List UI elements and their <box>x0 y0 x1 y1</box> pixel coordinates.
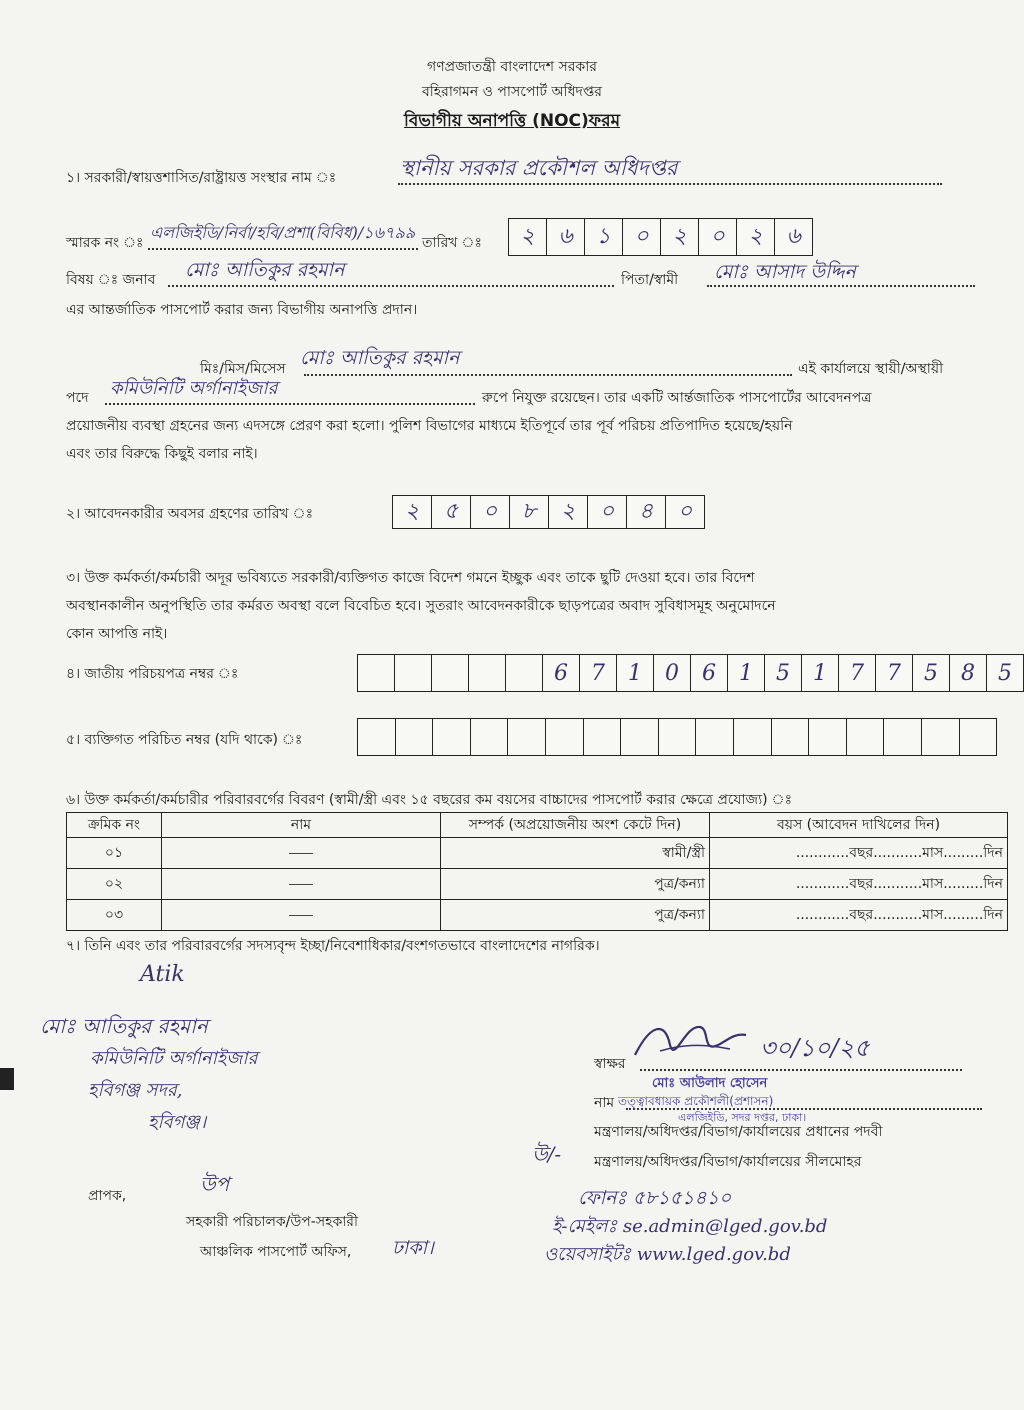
memo-value: এলজিইডি/নির্বা/হবি/প্রশা(বিবিধ)/১৬৭৯৯ <box>150 223 416 242</box>
recipient-line1: সহকারী পরিচালক/উপ-সহকারী <box>186 1214 359 1230</box>
pin-digit-cell <box>546 719 584 755</box>
pin-digit-cell <box>659 719 697 755</box>
seal-handwriting: উ/- <box>532 1142 562 1166</box>
date-digit-cell: ৬ <box>786 223 801 249</box>
nid-digit-cell: 6 <box>691 655 728 691</box>
retirement-date-boxes <box>392 495 705 529</box>
nid-digit-cell: 1 <box>728 655 765 691</box>
pin-label: ৫। ব্যক্তিগত পরিচিত নম্বর (যদি থাকে) ঃ <box>66 732 303 748</box>
pin-digit-cell <box>772 719 810 755</box>
pin-digit-cell <box>396 719 434 755</box>
pin-digit-cell <box>471 719 509 755</box>
scan-edge-mark <box>0 1068 14 1090</box>
nid-digit-cell: 7 <box>580 655 617 691</box>
nid-digit-cell <box>395 655 432 691</box>
recipient-line2: আঞ্চলিক পাসপোর্ট অফিস, <box>200 1244 352 1260</box>
row-name <box>162 838 441 869</box>
org-name-value: স্থানীয় সরকার প্রকৌশল অধিদপ্তর <box>400 156 678 180</box>
nid-boxes <box>357 654 1024 692</box>
retirement-digit-cell: ২ <box>549 496 588 528</box>
pin-digit-cell <box>960 719 997 755</box>
post-label: পদে <box>66 390 89 406</box>
nid-digit-cell <box>358 655 395 691</box>
recipient-label: প্রাপক, <box>88 1188 127 1204</box>
nid-digit-cell: 0 <box>654 655 691 691</box>
stamp-title: তত্ত্বাবধায়ক প্রকৌশলী(প্রশাসন) <box>618 1094 774 1108</box>
salutation-label: মিঃ/মিস/মিসেস <box>200 361 286 377</box>
name-dash <box>289 853 313 854</box>
pin-digit-cell <box>508 719 546 755</box>
recipient-handwriting: উপ <box>200 1172 230 1196</box>
family-table <box>66 812 1008 931</box>
table-row <box>67 869 1008 900</box>
retirement-digit-cell: ৮ <box>510 496 549 528</box>
applicant-post: কমিউনিটি অর্গানাইজার <box>90 1048 258 1069</box>
retirement-digit-cell: ২ <box>393 496 432 528</box>
officer-signature <box>630 1015 750 1067</box>
family-label: ৬। উক্ত কর্মকর্তা/কর্মচারীর পরিবারবর্গের বিবরণ (স্বামী/স্ত্রী এবং ১৫ বছরের কম বয়সের বাচ্চাদের পাসপোর্ট করার ক্ষেত্রে প্রযোজ্য) ঃ <box>66 792 793 808</box>
row-age: ............বছর...........মাস.........দিন <box>710 900 1008 931</box>
designation-label: মন্ত্রণালয়/অধিদপ্তর/বিভাগ/কার্যালয়ের প্রধানের পদবী <box>594 1124 883 1140</box>
retirement-digit-cell: ০ <box>471 496 510 528</box>
applicant-initials: Atik <box>140 962 185 987</box>
row-serial: ০১ <box>67 838 162 869</box>
body-line3: এবং তার বিরুদ্ধে কিছুই বলার নাই। <box>66 446 258 462</box>
retirement-digit-cell: ০ <box>588 496 627 528</box>
pin-digit-cell <box>809 719 847 755</box>
nid-digit-cell <box>506 655 543 691</box>
pin-digit-cell <box>433 719 471 755</box>
date-digit-cell: ২ <box>661 219 699 255</box>
person-name-value: মোঃ আতিকুর রহমান <box>300 347 460 369</box>
date-digit-cell: ০ <box>623 219 661 255</box>
nid-digit-cell: 8 <box>950 655 987 691</box>
nid-digit-cell <box>432 655 469 691</box>
retirement-digit-cell: ৫ <box>432 496 471 528</box>
subject-label: বিষয় ঃ জনাব <box>66 272 156 288</box>
table-row <box>67 900 1008 931</box>
citizenship-statement: ৭। তিনি এবং তার পরিবারবর্গের সদস্যবৃন্দ ইচ্ছা/নিবেশাধিকার/বংশগতভাবে বাংলাদেশের নাগরিক। <box>66 938 600 954</box>
row-serial: ০২ <box>67 869 162 900</box>
stamp-office: এলজিইডি, সদর দপ্তর, ঢাকা। <box>678 1111 807 1124</box>
subject-purpose: এর আন্তর্জাতিক পাসপোর্ট করার জন্য বিভাগীয় অনাপত্তি প্রদান। <box>66 302 418 318</box>
pin-digit-cell <box>584 719 622 755</box>
date-digit-cell: ৬ <box>547 219 585 255</box>
row-relation: পুত্র/কন্যা <box>441 900 710 931</box>
row-relation: পুত্র/কন্যা <box>441 869 710 900</box>
post-value: কমিউনিটি অর্গানাইজার <box>110 378 278 399</box>
father-value: মোঃ আসাদ উদ্দিন <box>714 261 856 283</box>
department-header: বহিরাগমন ও পাসপোর্ট অধিদপ্তর <box>421 84 603 100</box>
date-digit-cell: ০ <box>699 219 737 255</box>
date-digit-cell: ২ <box>509 219 547 255</box>
field3-line1: ৩। উক্ত কর্মকর্তা/কর্মচারী অদূর ভবিষ্যতে সরকারী/ব্যক্তিগত কাজে বিদেশ গমনে ইচ্ছুক এবং তাকে ছুটি দেওয়া হবে। তার বিদেশ <box>66 570 755 586</box>
government-header: গণপ্রজাতন্ত্রী বাংলাদেশ সরকার <box>427 59 597 75</box>
row-relation: স্বামী/স্ত্রী <box>441 838 710 869</box>
retirement-digit-cell: ৪ <box>627 496 666 528</box>
nid-digit-cell: 5 <box>998 660 1012 686</box>
nid-digit-cell: 7 <box>839 655 876 691</box>
office-status-text: এই কার্যালয়ে স্থায়ী/অস্থায়ী <box>798 361 944 377</box>
pin-digit-cell <box>922 719 960 755</box>
col-serial: ক্রমিক নং <box>67 813 162 838</box>
pin-digit-cell <box>884 719 922 755</box>
nid-digit-cell: 5 <box>765 655 802 691</box>
field3-line2: অবস্থানকালীন অনুপস্থিতি তার কর্মরত অবস্থা বলে বিবেচিত হবে। সুতরাং আবেদনকারীকে ছাড়পত্রের অবাদ সুবিধাসমূহ অনুমোদনে <box>66 598 776 614</box>
row-name <box>162 900 441 931</box>
office-phone: ফোনঃ ৫৮১৫১৪১০ <box>578 1187 732 1209</box>
memo-label: স্মারক নং ঃ <box>66 235 144 251</box>
col-relation: সম্পর্ক (অপ্রয়োজনীয় অংশ কেটে দিন) <box>441 813 710 838</box>
row-serial: ০৩ <box>67 900 162 931</box>
nid-digit-cell: 5 <box>913 655 950 691</box>
memo-date-boxes <box>508 218 813 256</box>
retirement-digit-cell: ০ <box>677 498 693 524</box>
pin-digit-cell <box>696 719 734 755</box>
date-digit-cell: ২ <box>737 219 775 255</box>
nid-label: ৪। জাতীয় পরিচয়পত্র নম্বর ঃ <box>66 666 239 682</box>
nid-digit-cell: 1 <box>617 655 654 691</box>
date-digit-cell: ১ <box>585 219 623 255</box>
subject-name-value: মোঃ আতিকুর রহমান <box>185 259 345 281</box>
body-line2: প্রয়োজনীয় ব্যবস্থা গ্রহনের জন্য এদসঙ্গে প্রেরণ করা হলো। পুলিশ বিভাগের মাধ্যমে ইতিপূর্বে তার পূর্ব পরিচয় প্রতিপাদিত হয়েছে/হয়নি <box>66 418 793 434</box>
pin-digit-cell <box>734 719 772 755</box>
stamp-name: মোঃ আউলাদ হোসেন <box>652 1076 768 1091</box>
pin-digit-cell <box>621 719 659 755</box>
pin-digit-cell <box>358 719 396 755</box>
org-name-label: ১। সরকারী/স্বায়ত্তশাসিত/রাষ্ট্রায়ত্ত সংস্থার নাম ঃ <box>66 170 337 186</box>
body-line1-rest: রুপে নিযুক্ত রয়েছেন। তার একটি আর্ন্তজাতিক পাসপোর্টের আবেদনপত্র <box>482 390 872 406</box>
signature-date: ৩০/১০/২৫ <box>760 1034 870 1062</box>
recipient-city: ঢাকা। <box>392 1237 434 1259</box>
memo-line <box>148 248 418 250</box>
col-age: বয়স (আবেদন দাখিলের দিন) <box>710 813 1008 838</box>
seal-label: মন্ত্রণালয়/অধিদপ্তর/বিভাগ/কার্যালয়ের সীলমোহর <box>594 1154 862 1170</box>
nid-digit-cell: 1 <box>802 655 839 691</box>
signature-label: স্বাক্ষর <box>594 1056 626 1072</box>
retirement-date-label: ২। আবেদনকারীর অবসর গ্রহণের তারিখ ঃ <box>66 506 314 522</box>
col-name: নাম <box>162 813 441 838</box>
field3-line3: কোন আপত্তি নাই। <box>66 626 168 642</box>
memo-date-label: তারিখ ঃ <box>422 235 482 251</box>
applicant-district: হবিগঞ্জ। <box>148 1112 207 1133</box>
applicant-name: মোঃ আতিকুর রহমান <box>40 1014 208 1038</box>
nid-digit-cell <box>469 655 506 691</box>
table-row <box>67 838 1008 869</box>
name-dash <box>289 915 313 916</box>
row-age: ............বছর...........মাস.........দিন <box>710 838 1008 869</box>
row-age: ............বছর...........মাস.........দিন <box>710 869 1008 900</box>
office-website: ওয়েবসাইটঃ www.lged.gov.bd <box>544 1244 791 1265</box>
row-name <box>162 869 441 900</box>
office-email: ই-মেইলঃ se.admin@lged.gov.bd <box>552 1216 828 1237</box>
form-title: বিভাগীয় অনাপত্তি (NOC)ফরম <box>403 111 621 131</box>
name-label: নাম <box>594 1095 615 1111</box>
applicant-office: হবিগঞ্জ সদর, <box>88 1080 183 1101</box>
nid-digit-cell: 6 <box>543 655 580 691</box>
name-dash <box>289 884 313 885</box>
pin-boxes <box>357 718 997 756</box>
pin-digit-cell <box>847 719 885 755</box>
father-label: পিতা/স্বামী <box>621 272 679 288</box>
nid-digit-cell: 7 <box>876 655 913 691</box>
